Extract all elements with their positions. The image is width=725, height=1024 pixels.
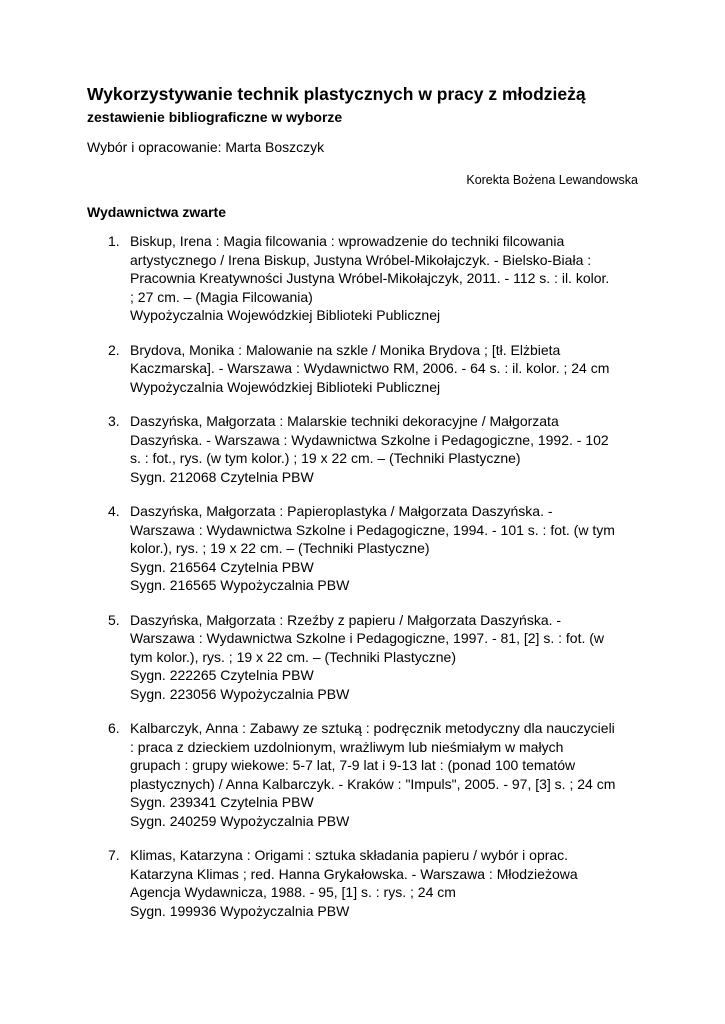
entry-line: Sygn. 216565 Wypożyczalnia PBW — [130, 577, 350, 593]
entry-line: Sygn. 223056 Wypożyczalnia PBW — [130, 685, 350, 702]
entry-line: artystycznego / Irena Biskup, Justyna Wróbel-Mikołajczyk. - Bielsko-Biała : — [130, 251, 592, 268]
entry-line: Daszyńska, Małgorzata : Rzeźby z papieru / Małgorzata Daszyńska. - — [130, 611, 562, 628]
korekta-line: Korekta Bożena Lewandowska — [466, 173, 638, 187]
entry-line: Sygn. 212068 Czytelnia PBW — [130, 468, 314, 485]
entry-line: Warszawa : Wydawnictwa Szkolne i Pedagogiczne, 1994. - 101 s. : fot. (w tym — [130, 521, 615, 538]
entry-line: Sygn. 240259 Wypożyczalnia PBW — [130, 812, 350, 829]
entry-number: 4. — [108, 503, 120, 519]
entry-line: s. : fot., rys. (w tym kolor.) ; 19 x 22 cm. – (Techniki Plastyczne) — [130, 450, 521, 466]
entry-text — [130, 719, 725, 830]
entry-line: Brydova, Monika : Malowanie na szkle / Monika Brydova ; [tł. Elżbieta — [130, 341, 561, 358]
entry-text — [130, 232, 725, 325]
entry-line: Agencja Wydawnicza, 1988. - 95, [1] s. : rys. ; 24 cm — [130, 884, 456, 900]
entry-line: Sygn. 216564 Czytelnia PBW — [130, 558, 314, 575]
entry-line: Wypożyczalnia Wojewódzkiej Biblioteki Publicznej — [130, 307, 441, 323]
entry-text — [130, 412, 725, 486]
bibliography-list — [0, 232, 725, 936]
entry-line: Klimas, Katarzyna : Origami : sztuka składania papieru / wybór i oprac. — [130, 847, 569, 863]
entry-number: 3. — [108, 413, 120, 429]
entry-text — [130, 611, 725, 704]
entry-line: ; 27 cm. – (Magia Filcowania) — [130, 288, 313, 305]
bibliography-entry — [0, 611, 725, 704]
entry-line: plastycznych) / Anna Kalbarczyk. - Kraków : "Impuls", 2005. - 97, [3] s. ; 24 cm — [130, 775, 616, 792]
entry-line: Sygn. 199936 Wypożyczalnia PBW — [130, 902, 350, 919]
entry-text — [130, 341, 725, 397]
entry-line: Daszyńska, Małgorzata : Papieroplastyka / Małgorzata Daszyńska. - — [130, 503, 553, 519]
entry-line: Katarzyna Klimas ; red. Hanna Grykałowska. - Warszawa : Młodzieżowa — [130, 865, 578, 882]
entry-line: Kalbarczyk, Anna : Zabawy ze sztuką : podręcznik metodyczny dla nauczycieli — [130, 720, 615, 736]
document-subtitle: zestawienie bibliograficzne w wyborze — [87, 109, 343, 125]
entry-line: Sygn. 222265 Czytelnia PBW — [130, 667, 314, 683]
section-heading: Wydawnictwa zwarte — [87, 204, 227, 220]
entry-line: Pracownia Kreatywności Justyna Wróbel-Mikołajczyk, 2011. - 112 s. : il. kolor. — [130, 270, 610, 286]
entry-line: Biskup, Irena : Magia filcowania : wprowadzenie do techniki filcowania — [130, 233, 565, 249]
entry-line: Daszyńska. - Warszawa : Wydawnictwa Szkolne i Pedagogiczne, 1992. - 102 — [130, 431, 609, 448]
bibliography-entry — [0, 719, 725, 830]
entry-number: 5. — [108, 611, 120, 628]
entry-line: kolor.), rys. ; 19 x 22 cm. – (Techniki Plastyczne) — [130, 540, 430, 556]
entry-line: : praca z dzieckiem uzdolnionym, wrażliwym lub nieśmiałym w małych — [130, 738, 564, 755]
entry-text — [130, 846, 725, 920]
entry-line: Warszawa : Wydawnictwa Szkolne i Pedagogiczne, 1997. - 81, [2] s. : fot. (w — [130, 630, 605, 646]
author-line: Wybór i opracowanie: Marta Boszczyk — [87, 139, 325, 155]
bibliography-entry — [0, 502, 725, 595]
entry-text — [130, 502, 725, 595]
entry-line: Daszyńska, Małgorzata : Malarskie techniki dekoracyjne / Małgorzata — [130, 413, 559, 429]
entry-line: Sygn. 239341 Czytelnia PBW — [130, 794, 314, 810]
entry-line: Kaczmarska]. - Warszawa : Wydawnictwo RM, 2006. - 64 s. : il. kolor. ; 24 cm — [130, 360, 610, 376]
bibliography-entry — [0, 846, 725, 920]
entry-number: 6. — [108, 720, 120, 736]
entry-number: 1. — [108, 233, 120, 249]
entry-line: grupach : grupy wiekowe: 5-7 lat, 7-9 lat i 9-13 lat : (ponad 100 tematów — [130, 757, 576, 773]
document-title: Wykorzystywanie technik plastycznych w pracy z młodzieżą — [87, 84, 586, 104]
entry-line: Wypożyczalnia Wojewódzkiej Biblioteki Publicznej — [130, 378, 441, 395]
entry-number: 2. — [108, 341, 120, 358]
bibliography-entry — [0, 412, 725, 486]
entry-line: tym kolor.), rys. ; 19 x 22 cm. – (Techniki Plastyczne) — [130, 648, 456, 665]
bibliography-entry — [0, 341, 725, 397]
entry-number: 7. — [108, 847, 120, 863]
bibliography-entry — [0, 232, 725, 325]
